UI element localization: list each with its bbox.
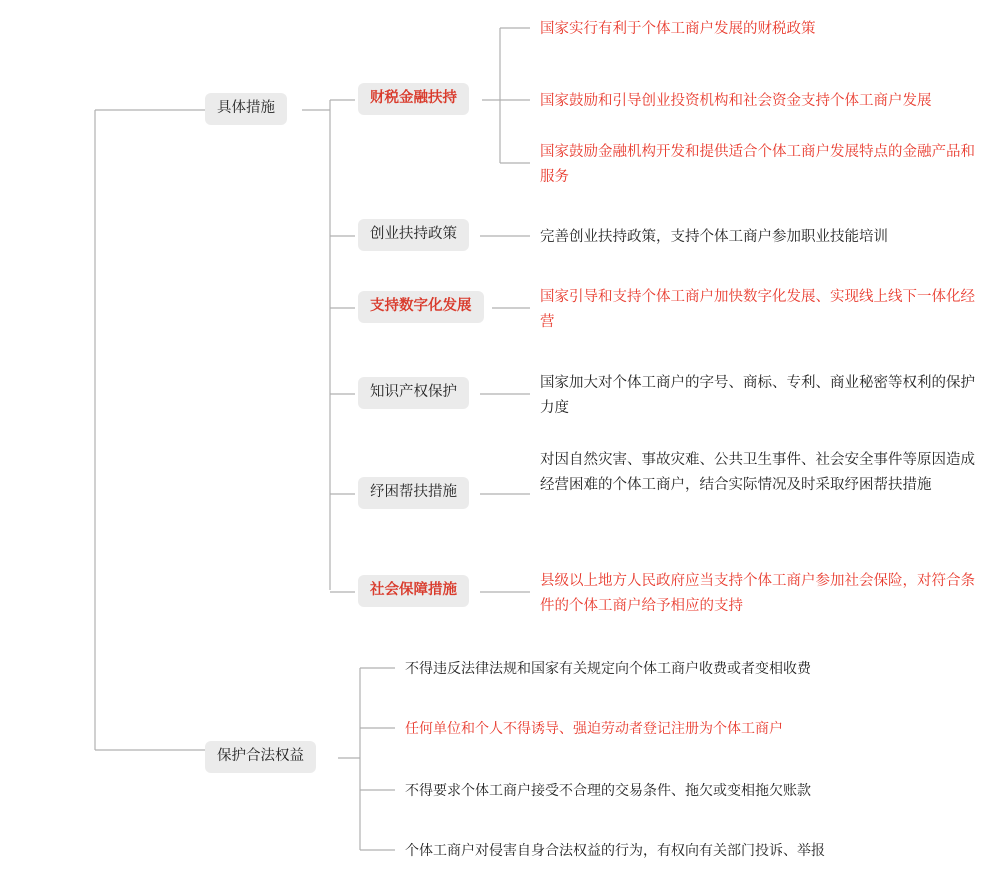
leaf-fiscal-1[interactable] [540,17,980,42]
branch-label: 支持数字化发展 [358,291,484,323]
leaf-ip-1[interactable] [540,371,980,422]
branch-relief-assistance[interactable] [358,477,469,509]
branch-label: 财税金融扶持 [358,83,469,115]
branch-entrepreneurship-support[interactable] [358,219,469,251]
branch-ip-protection[interactable] [358,377,469,409]
leaf-fiscal-3[interactable] [540,140,975,191]
branch-digital-development[interactable] [358,291,484,323]
leaf-fiscal-2[interactable] [540,89,980,114]
leaf-rights-3[interactable] [405,778,905,803]
branch-label: 保护合法权益 [205,741,316,773]
branch-fiscal-financial-support[interactable] [358,83,469,115]
branch-label: 知识产权保护 [358,377,469,409]
leaf-text: 县级以上地方人民政府应当支持个体工商户参加社会保险，对符合条件的个体工商户给予相应的支持 [540,573,975,615]
leaf-digital-1[interactable] [540,285,975,336]
branch-label: 具体措施 [205,93,287,125]
leaf-text: 完善创业扶持政策，支持个体工商户参加职业技能培训 [540,229,888,245]
branch-specific-measures[interactable] [205,93,287,125]
leaf-social-1[interactable] [540,569,980,620]
leaf-text: 国家引导和支持个体工商户加快数字化发展、实现线上线下一体化经营 [540,289,975,331]
leaf-entrepreneurship-1[interactable] [540,225,970,250]
leaf-rights-2[interactable] [405,716,905,741]
leaf-text: 任何单位和个人不得诱导、强迫劳动者登记注册为个体工商户 [405,720,783,736]
branch-social-security[interactable] [358,575,469,607]
branch-label: 纾困帮扶措施 [358,477,469,509]
leaf-text: 国家加大对个体工商户的字号、商标、专利、商业秘密等权利的保护力度 [540,375,975,417]
leaf-text: 不得要求个体工商户接受不合理的交易条件、拖欠或变相拖欠账款 [405,782,811,798]
leaf-text: 国家鼓励和引导创业投资机构和社会资金支持个体工商户发展 [540,93,932,109]
leaf-text: 不得违反法律法规和国家有关规定向个体工商户收费或者变相收费 [405,660,811,676]
leaf-text: 国家鼓励金融机构开发和提供适合个体工商户发展特点的金融产品和服务 [540,144,975,186]
leaf-text: 个体工商户对侵害自身合法权益的行为，有权向有关部门投诉、举报 [405,842,825,858]
branch-label: 创业扶持政策 [358,219,469,251]
leaf-text: 国家实行有利于个体工商户发展的财税政策 [540,21,816,37]
leaf-rights-4[interactable] [405,838,905,863]
leaf-rights-1[interactable] [405,656,905,681]
leaf-text: 对因自然灾害、事故灾难、公共卫生事件、社会安全事件等原因造成经营困难的个体工商户，结合实际情况及时采取纾困帮扶措施 [540,452,975,494]
branch-protect-rights[interactable] [205,741,316,773]
branch-label: 社会保障措施 [358,575,469,607]
leaf-relief-1[interactable] [540,448,988,499]
